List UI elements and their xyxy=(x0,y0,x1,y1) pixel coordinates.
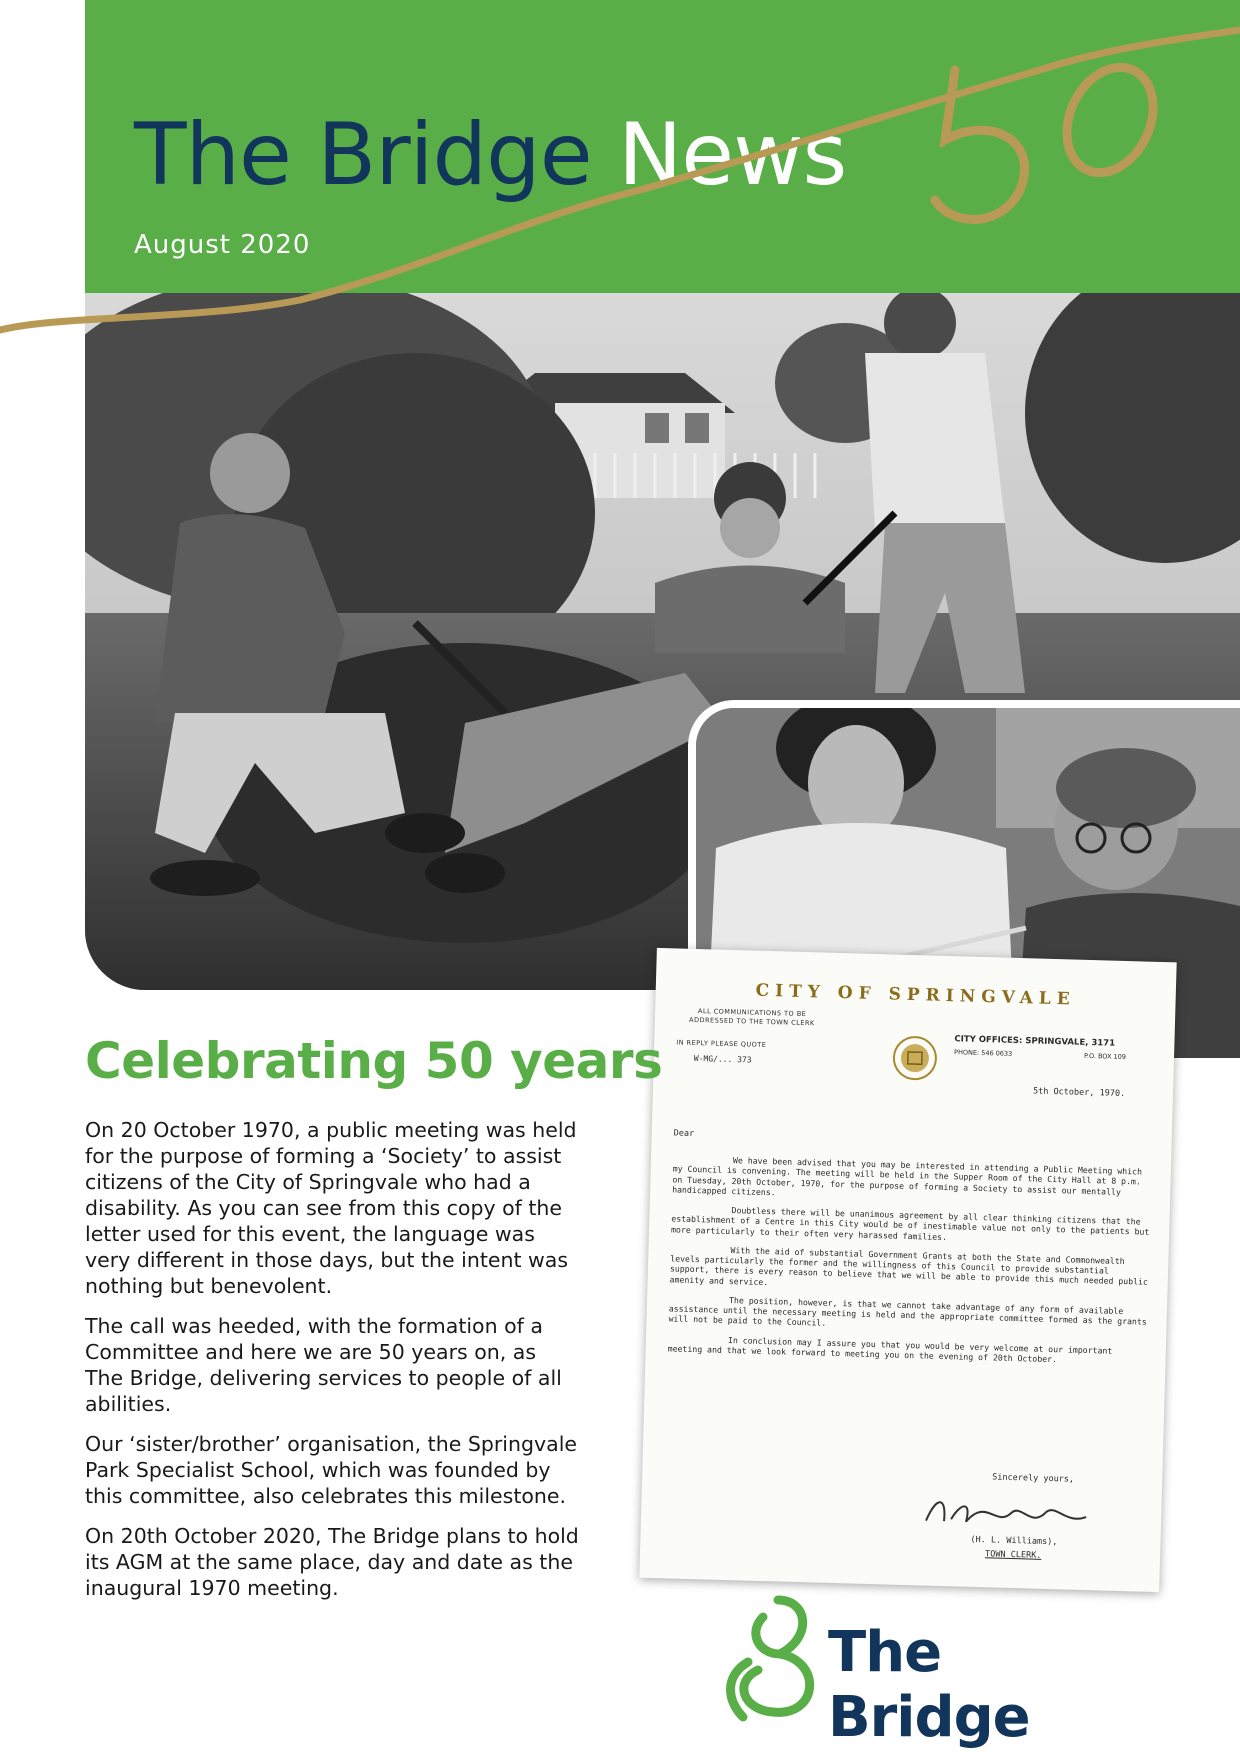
the-bridge-logo xyxy=(718,1592,1158,1750)
letter-paragraph: The position, however, is that we cannot take advantage of any form of available assistance until the necessary meeting is held and the appropriate committee formed as the grants will not be paid to the Council. xyxy=(668,1294,1147,1328)
letter-heading: CITY OF SPRINGVALE xyxy=(755,980,1076,1010)
letter-paragraph: We have been advised that you may be interested in attending a Public Meeting which my Council is convening. The meeting will be held in the Supper Room of the City Hall at 8 p.m. on Tuesday, 20th October, 1970, for the purpose of forming a Society to assist our mentally handicapped citizens. xyxy=(672,1155,1143,1198)
letter-po-box: P.O. BOX 109 xyxy=(1083,1051,1127,1062)
masthead-title-part2: News xyxy=(617,105,847,205)
masthead-title xyxy=(134,105,847,205)
letter-offices: CITY OFFICES: SPRINGVALE, 3171 xyxy=(954,1034,1116,1049)
letter-reply-note: IN REPLY PLEASE QUOTE xyxy=(676,1038,767,1049)
article-paragraph: Our ‘sister/brother’ organisation, the Springvale Park Specialist School, which was founded by this committee, also celebrates this milestone. xyxy=(85,1432,577,1508)
letter-signatory-name: (H. L. Williams), xyxy=(970,1534,1058,1548)
masthead-title-part1: The Bridge xyxy=(134,105,592,205)
historic-letter xyxy=(639,948,1176,1592)
letter-closing: Sincerely yours, xyxy=(992,1472,1075,1485)
letter-reference: W-MG/... 373 xyxy=(693,1053,752,1065)
letter-communications-note: ALL COMMUNICATIONS TO BE ADDRESSED TO THE TOWN CLERK xyxy=(688,1007,815,1028)
article-headline: Celebrating 50 years xyxy=(85,1032,663,1090)
issue-date: August 2020 xyxy=(134,230,311,260)
letter-paragraph: Doubtless there will be unanimous agreement by all clear thinking citizens that the establishment of a Centre in this City would be of inestimable value not only to the patients but more particularly to their often very harassed families. xyxy=(670,1205,1150,1242)
letter-date: 5th October, 1970. xyxy=(1032,1086,1126,1099)
letter-salutation: Dear xyxy=(673,1128,695,1139)
letter-paragraph: In conclusion may I assure you that you would be very welcome at our important meeting and that we look forward to meeting you on the evening of 20th October. xyxy=(667,1334,1113,1364)
bridge-b-logo-icon xyxy=(718,1592,838,1732)
letter-paragraph: With the aid of substantial Government Grants at both the State and Commonwealth levels particularly the former and the willingness of this Council to provide substantial support, there is every reason to believe that we will be able to provide this much needed public amenity and service. xyxy=(669,1244,1149,1287)
article-paragraph: On 20 October 1970, a public meeting was held for the purpose of forming a ‘Society’ to assist citizens of the City of Springvale who had a disability. As you can see from this copy of the letter used for this event, the language was very different in those days, but the intent was nothing but benevolent. xyxy=(85,1118,577,1298)
city-seal-icon xyxy=(891,1034,938,1081)
letter-signatory-title: TOWN CLERK. xyxy=(984,1549,1042,1561)
letter-phone: PHONE: 546 0633 xyxy=(953,1048,1013,1058)
letter-body xyxy=(667,1153,1153,1375)
logo-text: The Bridge xyxy=(828,1620,1030,1750)
article-paragraph: The call was heeded, with the formation of a Committee and here we are 50 years on, as The Bridge, delivering services to people of all abilities. xyxy=(85,1314,562,1416)
article-body xyxy=(85,1117,580,1615)
handwritten-signature xyxy=(916,1490,1097,1535)
article-paragraph: On 20th October 2020, The Bridge plans to hold its AGM at the same place, day and date as the inaugural 1970 meeting. xyxy=(85,1524,579,1600)
